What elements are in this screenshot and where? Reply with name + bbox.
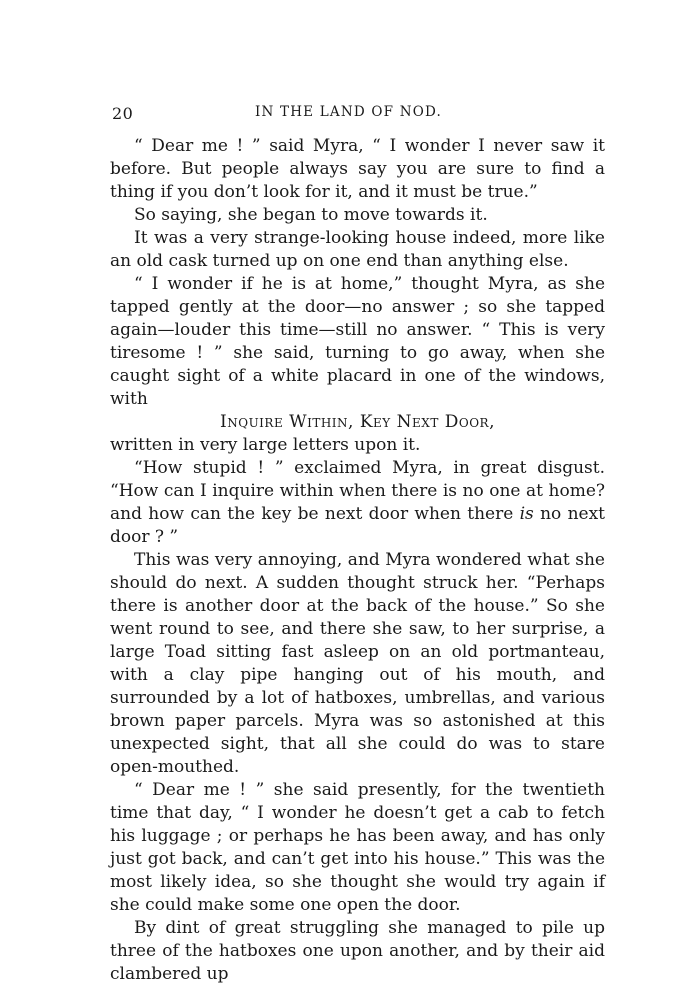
page-number: 20 <box>112 104 134 123</box>
placard-text: Inquire Within, Key Next Door, <box>220 412 495 432</box>
emphasis-text: is <box>519 504 534 524</box>
paragraph: “ I wonder if he is at home,” thought Myra, as she tapped gently at the door—no answer ; so she tapped again—louder this time—still no answer. “ This is very tiresome ! ” she said, turning to go away, when she caught sight of a white placard in one of the windows, with <box>110 274 605 409</box>
paragraph-text: no next door ? ” <box>110 504 605 547</box>
paragraph: This was very annoying, and Myra wondered what she should do next. A sudden thought struck her. “Perhaps there is another door at the back of the house.” So she went round to see, and there she saw, to her surprise, a large Toad sitting fast asleep on an old portmanteau, with a clay pipe hanging out of his mouth, and surrounded by a lot of hatboxes, umbrellas, and various brown paper parcels. Myra was so astonished at this unexpected sight, that all she could do was to stare open-mouthed. <box>110 550 605 777</box>
paragraph-continuation: written in very large letters upon it. <box>110 435 421 455</box>
paragraph: “ Dear me ! ” said Myra, “ I wonder I never saw it before. But people always say you are sure to find a thing if you don’t look for it, and it must be true.” <box>110 136 605 202</box>
paragraph: By dint of great struggling she managed to pile up three of the hatboxes one upon another, and by their aid clambered up <box>110 918 605 984</box>
paragraph: It was a very strange-looking house indeed, more like an old cask turned up on one end than anything else. <box>110 228 605 271</box>
paragraph: So saying, she began to move towards it. <box>134 205 488 225</box>
paragraph <box>110 457 605 549</box>
paragraph: “ Dear me ! ” she said presently, for the twentieth time that day, “ I wonder he doesn’t get a cab to fetch his luggage ; or perhaps he has been away, and has only just got back, and can’t get into his house.” This was the most likely idea, so she thought she would try again if she could make some one open the door. <box>110 780 605 915</box>
running-title: IN THE LAND OF NOD. <box>254 104 443 120</box>
body-text <box>110 135 605 986</box>
paragraph-text: “How stupid ! ” exclaimed Myra, in great disgust. “How can I inquire within when there is no one at home? and how can the key be next door when there <box>110 458 605 524</box>
